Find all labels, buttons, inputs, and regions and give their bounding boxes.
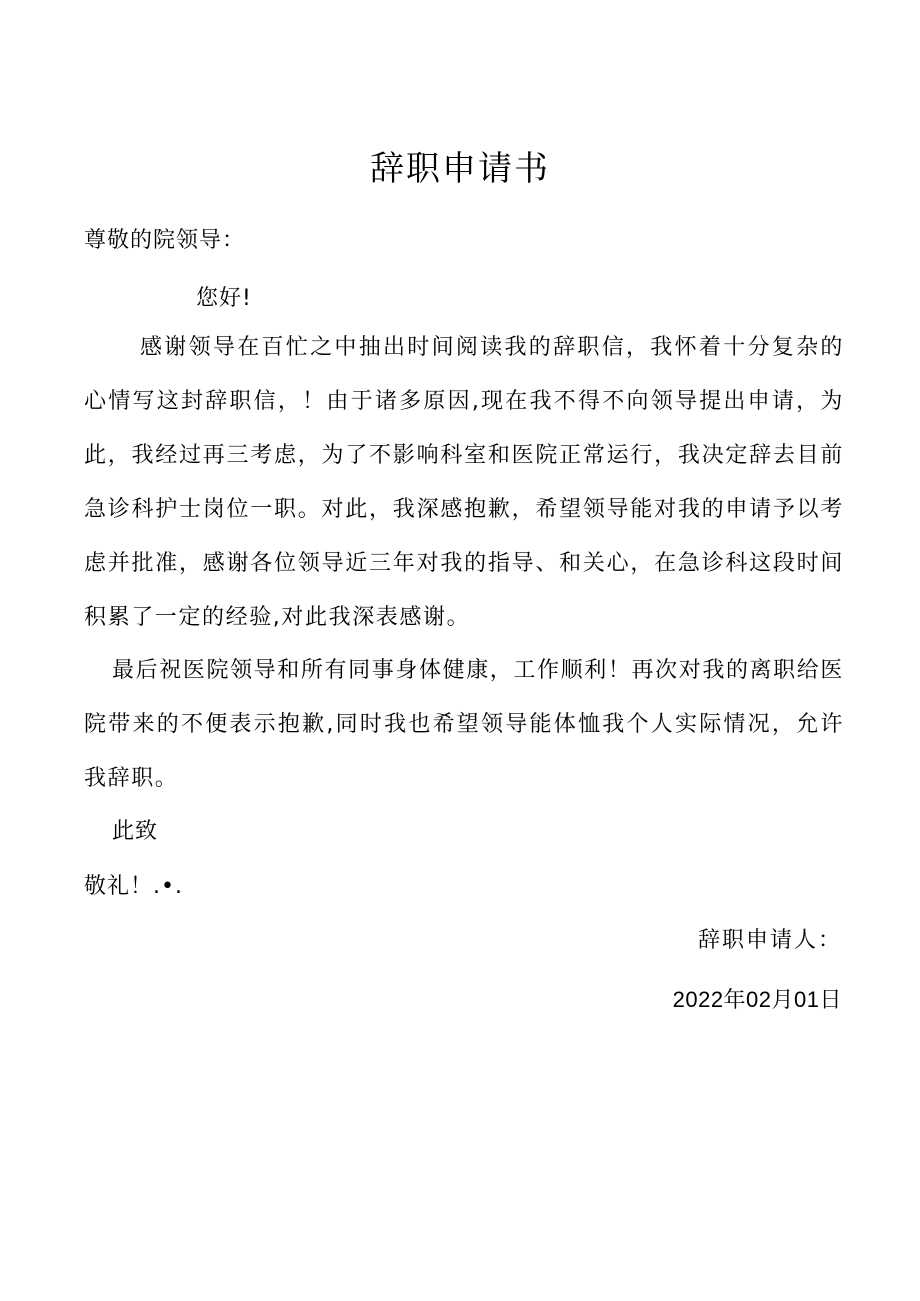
salutation: 尊敬的院领导： xyxy=(84,228,246,253)
signature-date: 2022年02月01日 xyxy=(672,987,842,1012)
signer-label: 辞职申请人： xyxy=(697,928,842,953)
body-paragraph-2: 最后祝医院领导和所有同事身体健康，工作顺利！再次对我的离职给医院带来的不便表示抱歉,同时我也希望领导能体恤我个人实际情况，允许我辞职。 xyxy=(84,658,844,791)
closing-phrase: 此致 xyxy=(112,819,159,844)
greeting: 您好! xyxy=(196,286,252,311)
body-paragraph-1: 感谢领导在百忙之中抽出时间阅读我的辞职信，我怀着十分复杂的心情写这封辞职信，！由于诸多原因,现在我不得不向领导提出申请，为此，我经过再三考虑，为了不影响科室和医院正常运行，我决定辞去目前急诊科护士岗位一职。对此，我深感抱歉，希望领导能对我的申请予以考虑并批准，感谢各位领导近三年对我的指导、和关心，在急诊科这段时间积累了一定的经验,对此我深表感谢。 xyxy=(84,335,844,630)
document-title: 辞职申请书 xyxy=(370,149,550,189)
closing-salute: 敬礼！.•. xyxy=(84,874,183,899)
